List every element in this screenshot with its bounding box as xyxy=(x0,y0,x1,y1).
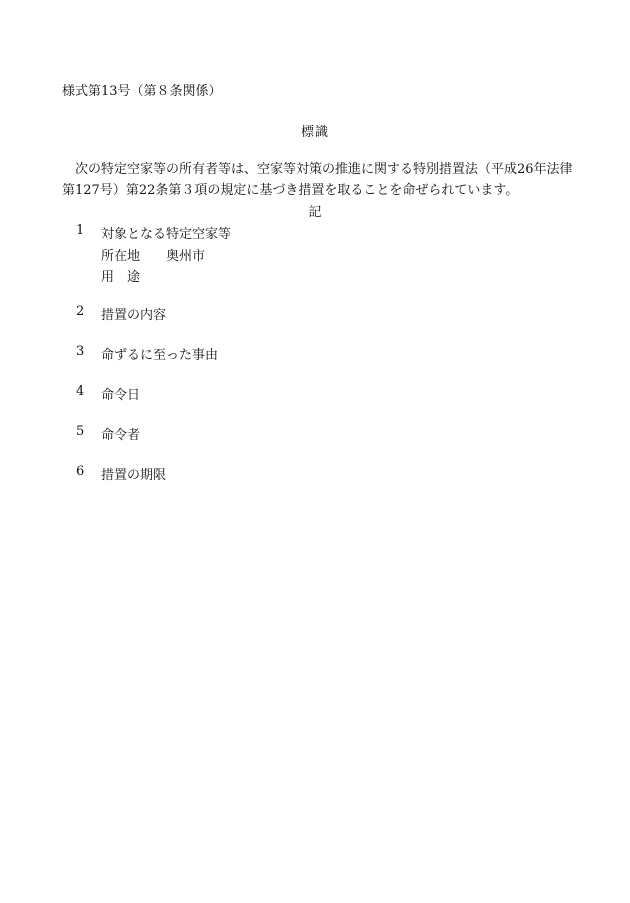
item-label: 措置の内容 xyxy=(101,308,167,323)
item-number: 5 xyxy=(76,424,85,439)
item-label: 対象となる特定空家等 xyxy=(101,227,232,242)
ki-heading: 記 xyxy=(308,205,322,220)
item-label: 命ずるに至った事由 xyxy=(101,348,219,363)
item-label: 命令日 xyxy=(101,388,141,403)
item-number: 3 xyxy=(76,344,85,359)
item-label: 措置の期限 xyxy=(101,468,167,483)
item-number: 4 xyxy=(76,384,85,399)
location-value: 奥州市 xyxy=(166,249,206,264)
form-number-label: 様式第13号（第８条関係） xyxy=(62,84,222,99)
body-paragraph: 次の特定空家等の所有者等は、空家等対策の推進に関する特別措置法（平成26年法律第127号）第22条第３項の規定に基づき措置を取ることを命ぜられています。 xyxy=(62,162,573,198)
item-label: 命令者 xyxy=(101,428,141,443)
item-number: 1 xyxy=(76,223,85,238)
item-number: 6 xyxy=(76,464,85,479)
location-label: 所在地 xyxy=(101,249,141,264)
item-number: 2 xyxy=(76,304,85,319)
use-label: 用 途 xyxy=(101,270,141,285)
document-title: 標識 xyxy=(300,125,329,140)
